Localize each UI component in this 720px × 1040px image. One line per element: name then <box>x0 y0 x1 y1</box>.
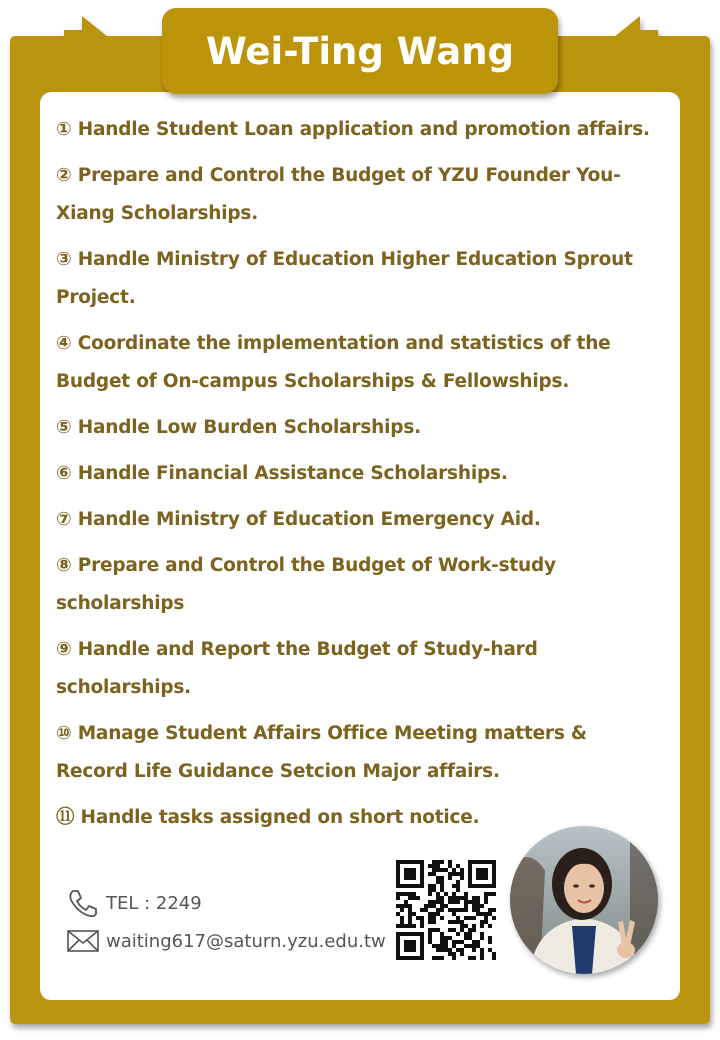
list-item: ③ Handle Ministry of Education Higher Education Sprout Project. <box>56 249 633 308</box>
list-item: ⑥ Handle Financial Assistance Scholarships. <box>56 463 508 484</box>
list-item: ⑪ Handle tasks assigned on short notice. <box>56 807 480 828</box>
envelope-icon <box>66 928 100 954</box>
avatar <box>510 826 658 974</box>
name-banner <box>162 8 558 94</box>
list-item: ④ Coordinate the implementation and statistics of the Budget of On-campus Scholarships & Fellowships. <box>56 333 611 392</box>
email-contact <box>66 928 396 954</box>
qr-code[interactable] <box>396 860 496 960</box>
email-address[interactable]: waiting617@saturn.yzu.edu.tw <box>106 930 386 952</box>
list-item: ⑩ Manage Student Affairs Office Meeting matters & Record Life Guidance Setcion Major affairs. <box>56 723 587 782</box>
list-item: ② Prepare and Control the Budget of YZU Founder You-Xiang Scholarships. <box>56 165 621 224</box>
phone-contact <box>66 888 396 918</box>
list-item: ⑤ Handle Low Burden Scholarships. <box>56 417 421 438</box>
phone-extension: TEL : 2249 <box>106 892 202 914</box>
duties-list <box>56 111 656 845</box>
list-item: ① Handle Student Loan application and promotion affairs. <box>56 119 650 140</box>
list-item: ⑦ Handle Ministry of Education Emergency Aid. <box>56 509 541 530</box>
phone-icon <box>66 888 100 918</box>
list-item: ⑨ Handle and Report the Budget of Study-hard scholarships. <box>56 639 538 698</box>
list-item: ⑧ Prepare and Control the Budget of Work-study scholarships <box>56 555 556 614</box>
portrait-photo <box>510 826 658 974</box>
page-title: Wei-Ting Wang <box>205 29 515 73</box>
